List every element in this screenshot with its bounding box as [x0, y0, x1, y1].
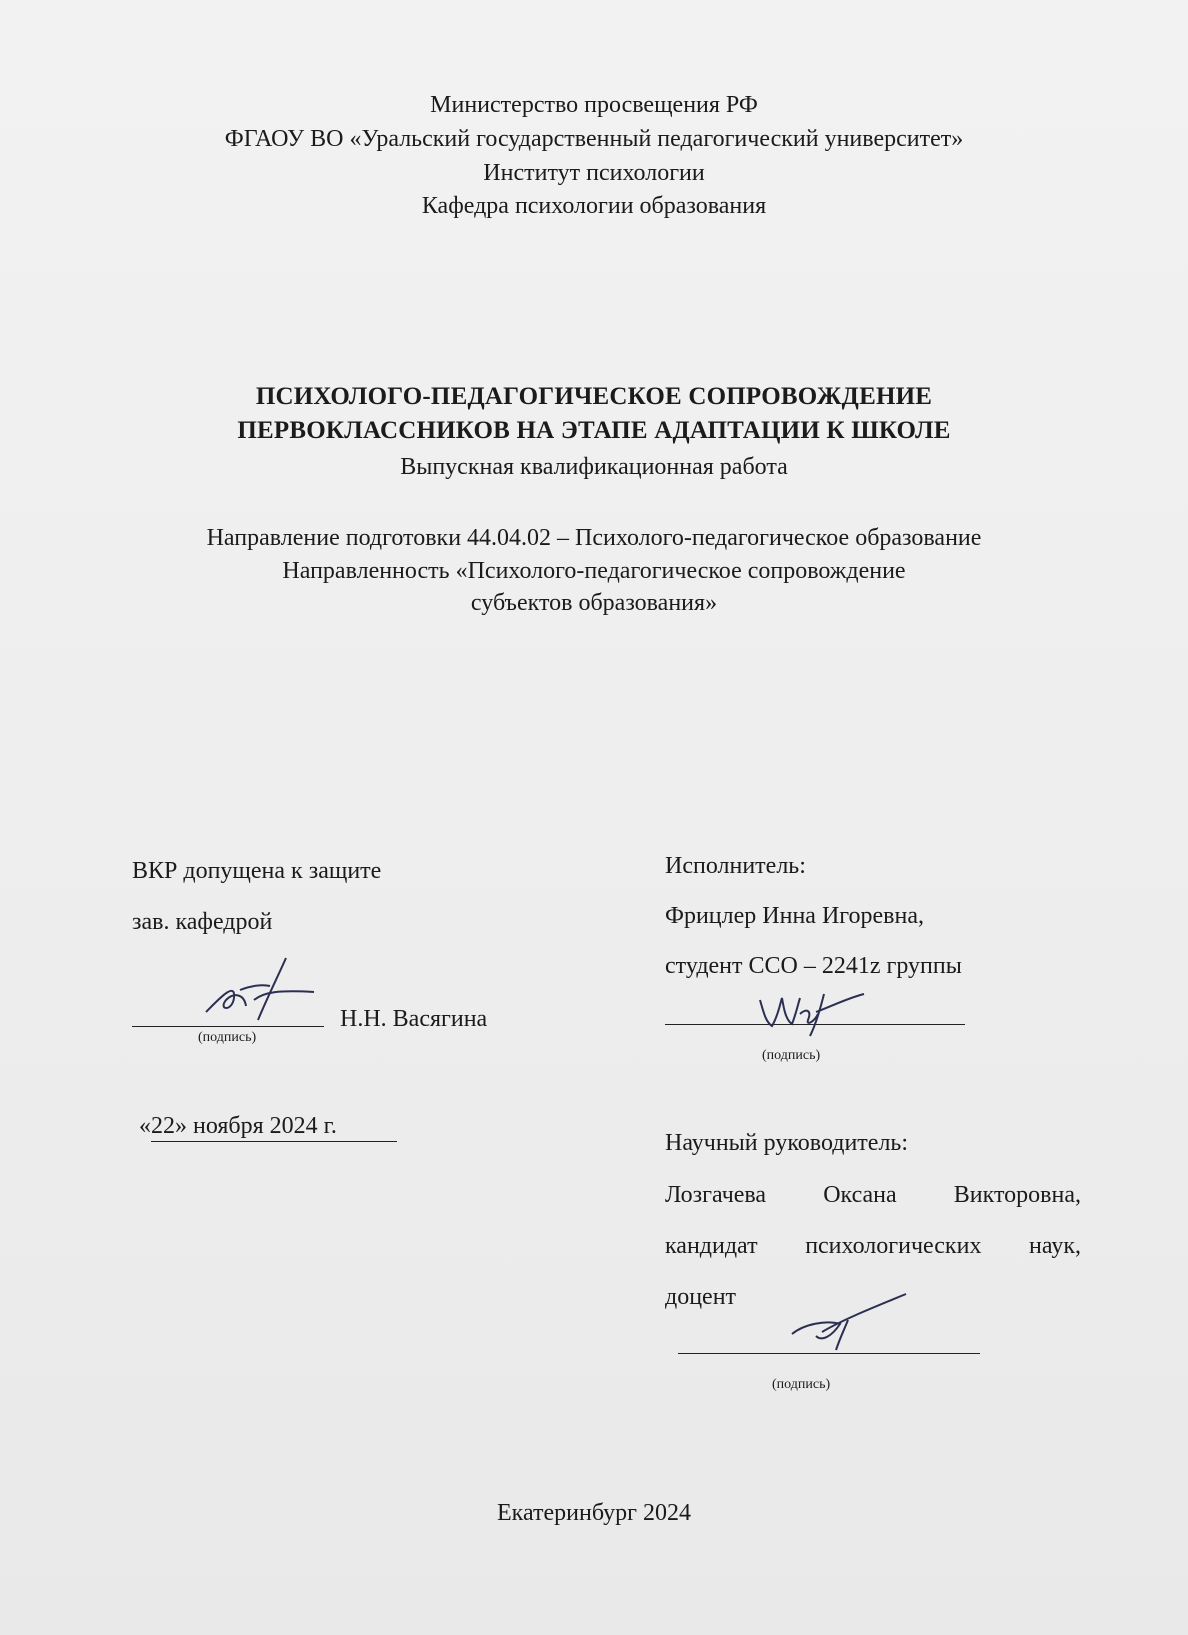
focus-line1: Направленность «Психолого-педагогическое сопровождение — [282, 558, 906, 584]
ministry-line: Министерство просвещения РФ — [430, 92, 758, 118]
thesis-title-line2: ПЕРВОКЛАССНИКОВ НА ЭТАПЕ АДАПТАЦИИ К ШКОЛЕ — [237, 417, 951, 444]
executor-label: Исполнитель: — [665, 853, 806, 879]
institute-line: Институт психологии — [483, 160, 705, 186]
supervisor-patronymic: Викторовна, — [953, 1182, 1081, 1208]
direction-line: Направление подготовки 44.04.02 – Психолого-педагогическое образование — [206, 525, 982, 551]
executor-signature-caption: (подпись) — [762, 1048, 821, 1063]
supervisor-signature-caption: (подпись) — [772, 1377, 831, 1392]
date-underline — [151, 1141, 397, 1142]
work-type: Выпускная квалификационная работа — [400, 454, 788, 480]
thesis-title-line1: ПСИХОЛОГО-ПЕДАГОГИЧЕСКОЕ СОПРОВОЖДЕНИЕ — [255, 383, 933, 410]
supervisor-name — [665, 1179, 1081, 1211]
executor-signature — [752, 980, 872, 1040]
supervisor-surname: Лозгачева — [665, 1182, 767, 1208]
head-signature-caption: (подпись) — [198, 1030, 257, 1045]
supervisor-first-name: Оксана — [823, 1182, 897, 1208]
focus-line2: субъектов образования» — [470, 590, 718, 616]
supervisor-signature — [782, 1290, 912, 1360]
department-line: Кафедра психологии образования — [421, 193, 767, 219]
degree-word-3: наук, — [1029, 1233, 1081, 1259]
executor-group: студент ССО – 2241z группы — [665, 953, 962, 979]
supervisor-label: Научный руководитель: — [665, 1130, 909, 1156]
city-year: Екатеринбург 2024 — [497, 1500, 691, 1526]
admission-label: ВКР допущена к защите — [132, 858, 382, 884]
head-name: Н.Н. Васягина — [340, 1006, 488, 1032]
head-signature — [188, 950, 318, 1030]
supervisor-degree — [665, 1230, 1081, 1262]
executor-name: Фрицлер Инна Игоревна, — [665, 903, 925, 929]
head-role: зав. кафедрой — [132, 909, 273, 935]
degree-word-1: кандидат — [665, 1233, 758, 1259]
degree-word-2: психологических — [805, 1233, 982, 1259]
supervisor-position: доцент — [665, 1284, 737, 1310]
admission-date: «22» ноября 2024 г. — [139, 1113, 337, 1139]
university-line: ФГАОУ ВО «Уральский государственный педагогический университет» — [224, 126, 964, 152]
